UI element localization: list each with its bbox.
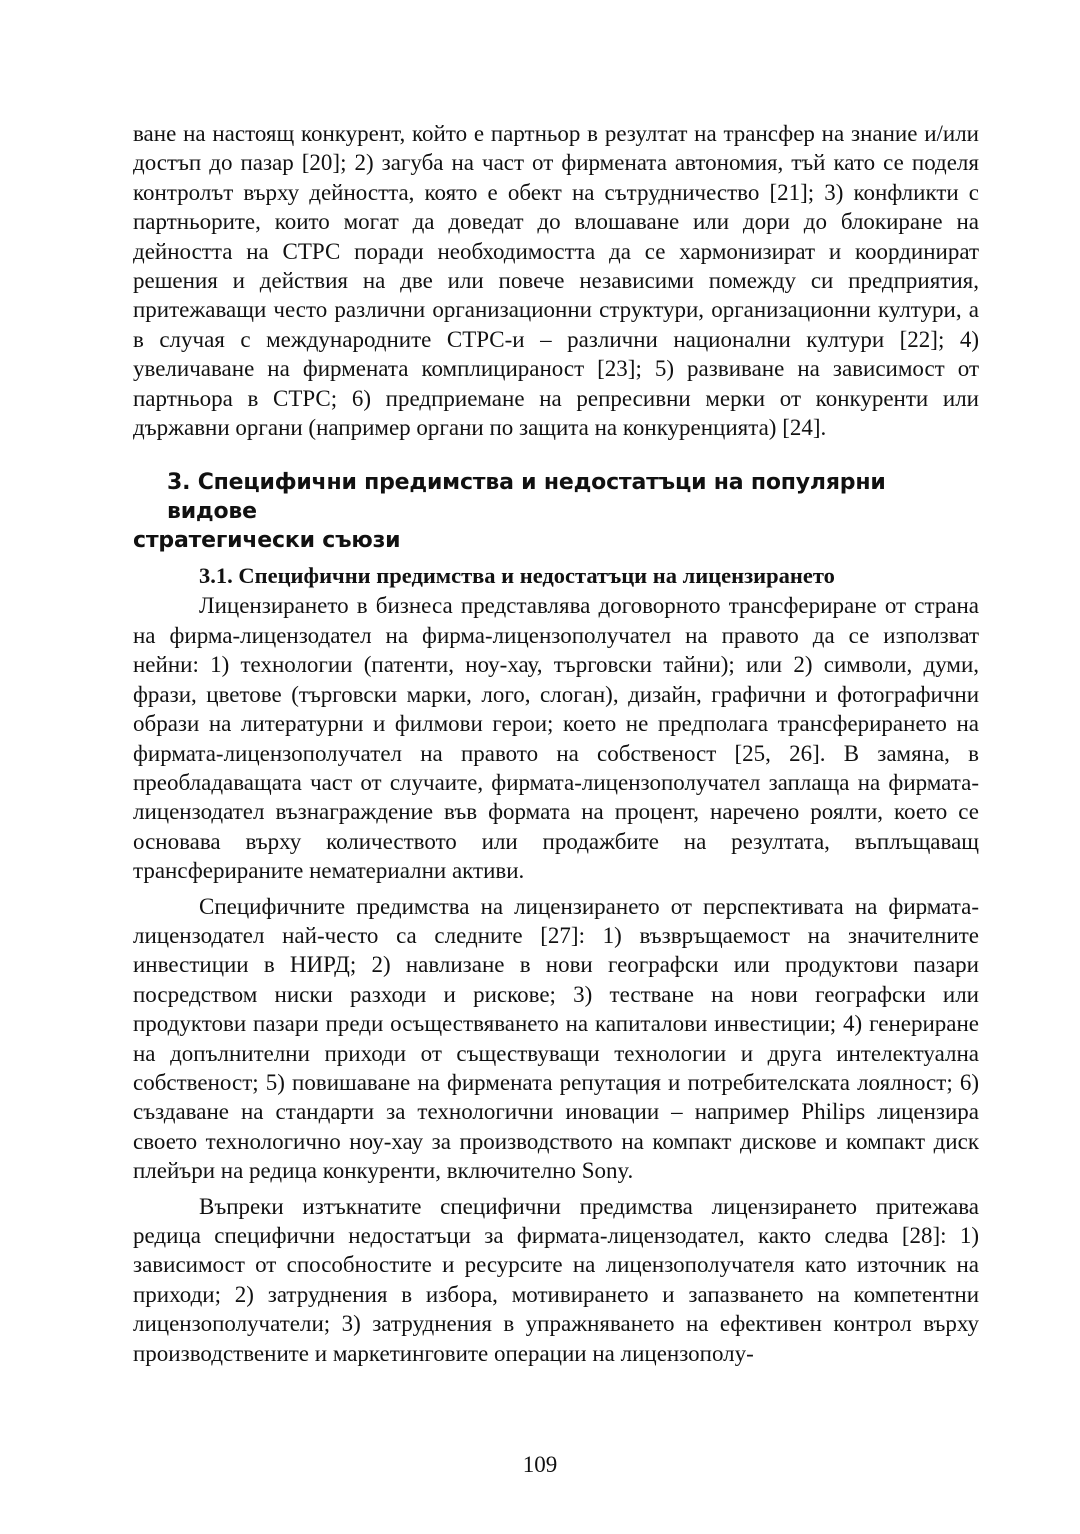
section-heading-line1: 3. Специфични предимства и недостатъци на популярни видове	[167, 470, 886, 525]
paragraph-licensing-definition: Лицензирането в бизнеса представлява договорното трансфериране от страна на фирма-лицензодател на фирма-лицензополучател на правото да се използват нейни: 1) технологии (патенти, ноу-хау, търговски тайни); или 2) символи, думи, фрази, цветове (търговски марки, лого, слоган), дизайн, графични и фотографични образи на литературни и филмови герои; което не предполага трансферирането на фирмата-лицензополучател на правото на собственост [25, 26]. В замяна, в преобладаващата част от случаите, фирмата-лицензополучател заплаща на фирмата-лицензодател възнаграждение във формата на процент, наречено роялти, което се основава върху количеството или продажбите на резултата, въплъщаващ трансферираните нематериални активи.	[133, 593, 979, 884]
page-number: 109	[522, 1452, 558, 1477]
paragraph-licensing-disadvantages: Въпреки изтъкнатите специфични предимства лицензирането притежава редица специфични недостатъци за фирмата-лицензодател, както следва [28]: 1) зависимост от способностите и ресурсите на лицензополучателя като източник на приходи; 2) затруднения в избора, мотивирането и запазването на компетентни лицензополучатели; 3) затруднения в упражняването на ефективен контрол върху производствените и маркетинговите операции на лицензополу-	[133, 1193, 979, 1366]
section-heading	[133, 468, 979, 555]
paragraph-licensing-advantages: Специфичните предимства на лицензирането от перспективата на фирмата-лицензодател най-често са следните [27]: 1) възвръщаемост на значителните инвестиции в НИРД; 2) навлизане в нови географски или продуктови пазари посредством ниски разходи и рискове; 3) тестване на нови географски или продуктови пазари преди осъществяването на капиталови инвестиции; 4) генериране на допълнителни приходи от съществуващи технологии и друга интелектуална собственост; 5) повишаване на фирмената репутация и потребителската лоялност; 6) създаване на стандарти за технологични иновации – например Philips лицензира своето технологично ноу-хау за производството на компакт дискове и компакт диск плейъри на редица конкуренти, включително Sony.	[133, 893, 979, 1184]
subsection-heading: 3.1. Специфични предимства и недостатъци на лицензирането	[199, 563, 835, 589]
section-heading-line2: стратегически съюзи	[133, 528, 401, 554]
paragraph-risks-continued: ване на настоящ конкурент, който е партньор в резултат на трансфер на знание и/или достъп до пазар [20]; 2) загуба на част от фирмената автономия, тъй като се поделя контролът върху дейността, която е обект на сътрудничество [21]; 3) конфликти с партньорите, които могат да доведат до влошаване или дори до блокиране на дейността на СТРС поради необходимостта да се хармонизират и координират решения и действия на две или повече независими помежду си предприятия, притежаващи често различни организационни структури, организационни култури, а в случая с международните СТРС-и – различни национални култури [22]; 4) увеличаване на фирмената комплицираност [23]; 5) развиване на зависимост от партньора в СТРС; 6) предприемане на репресивни мерки от конкуренти или държавни органи (например органи по защита на конкуренцията) [24].	[133, 121, 979, 441]
page-body	[133, 119, 979, 1368]
